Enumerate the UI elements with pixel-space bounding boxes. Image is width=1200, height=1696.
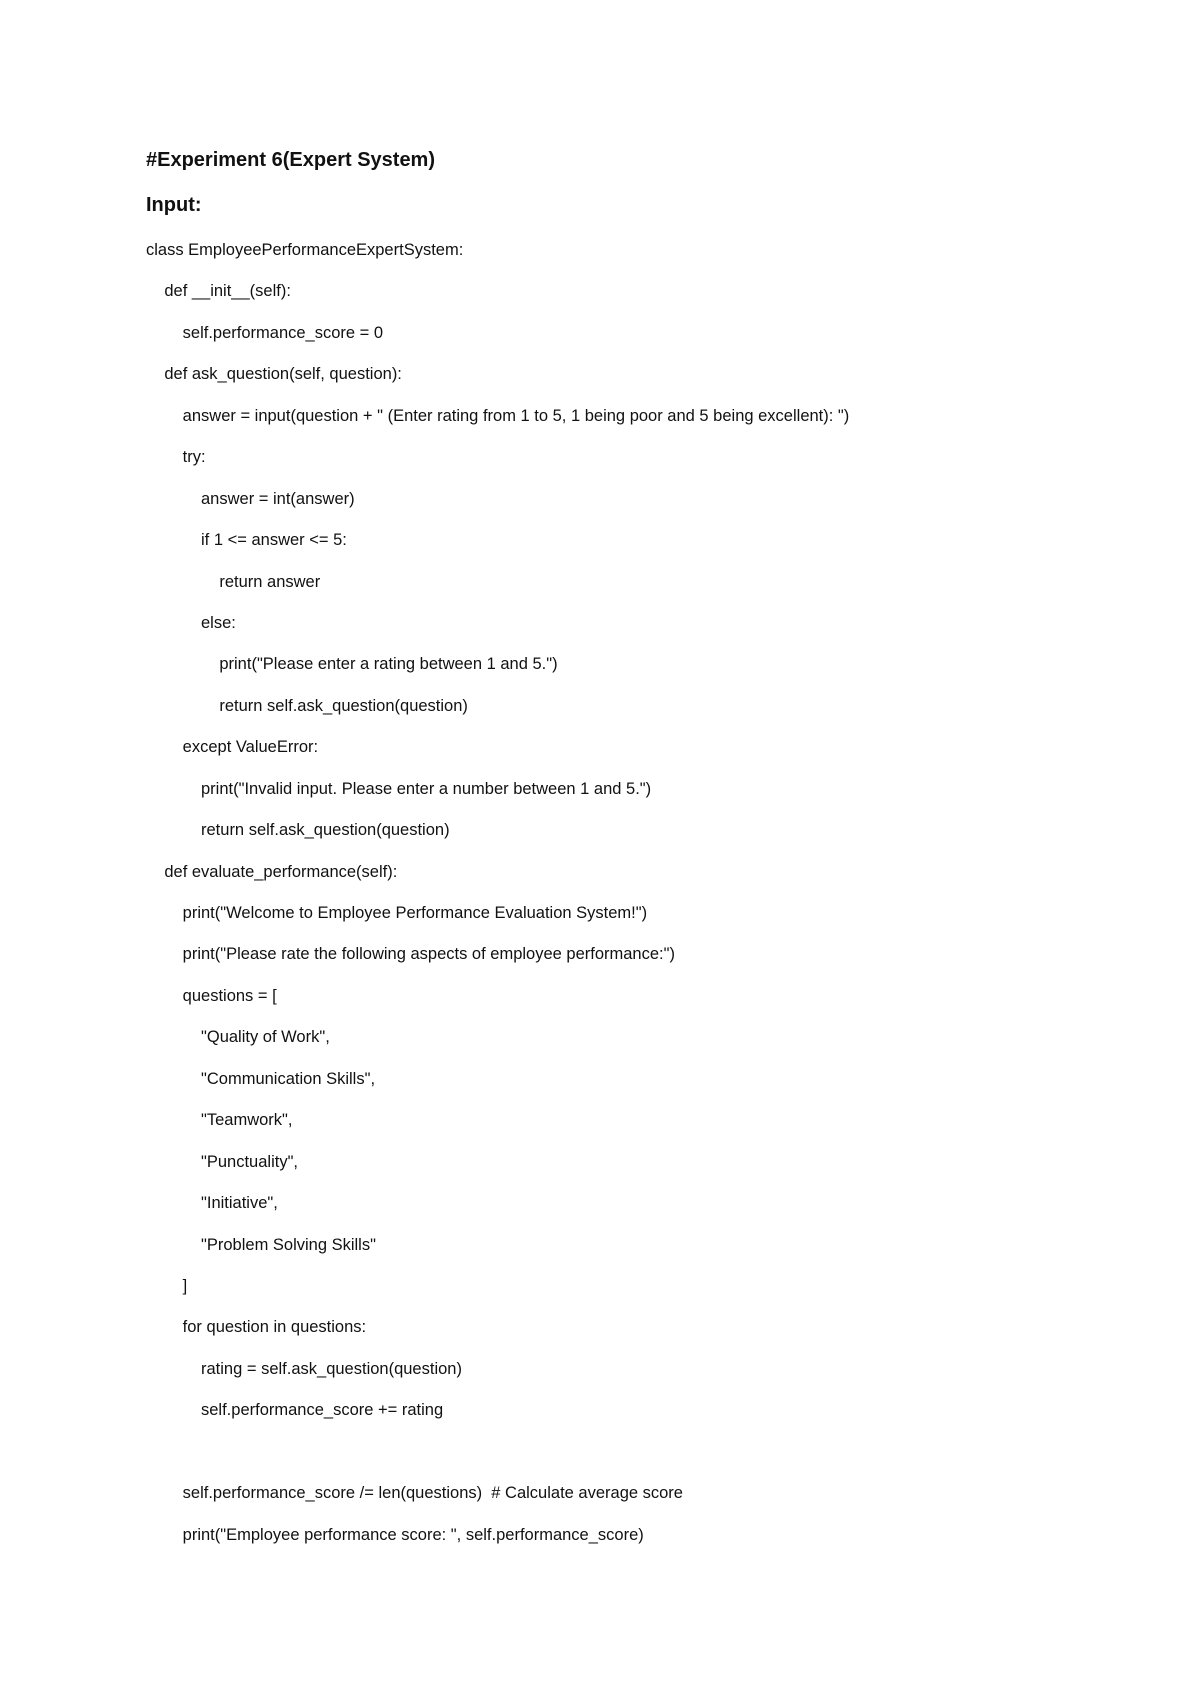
code-line: answer = int(answer) [146,489,355,508]
code-line: self.performance_score /= len(questions) # Calculate average score [146,1484,683,1503]
code-line: questions = [ [146,986,277,1005]
code-line: else: [146,613,236,632]
code-line: "Communication Skills", [146,1069,376,1088]
code-line: print("Employee performance score: ", self.performance_score) [146,1525,644,1544]
code-line: except ValueError: [146,738,319,757]
code-line: for question in questions: [146,1318,367,1337]
document-title: #Experiment 6(Expert System) [146,149,436,171]
code-line: def ask_question(self, question): [146,365,402,384]
code-line: return answer [146,572,321,591]
code-line: self.performance_score = 0 [146,323,384,342]
code-line: "Initiative", [146,1194,278,1213]
section-label: Input: [146,194,202,216]
code-line: self.performance_score += rating [146,1401,444,1420]
code-line: "Problem Solving Skills" [146,1235,376,1254]
code-listing [146,238,849,1564]
code-line: "Quality of Work", [146,1028,330,1047]
code-line: def __init__(self): [146,282,291,301]
code-line: "Punctuality", [146,1152,299,1171]
code-line: print("Please rate the following aspects of employee performance:") [146,945,675,964]
code-line: answer = input(question + " (Enter rating from 1 to 5, 1 being poor and 5 being excellent): ") [146,406,850,425]
code-line: class EmployeePerformanceExpertSystem: [146,241,464,259]
code-line: return self.ask_question(question) [146,696,468,715]
code-line: rating = self.ask_question(question) [146,1359,462,1378]
code-line: print("Welcome to Employee Performance Evaluation System!") [146,904,648,922]
code-line: def evaluate_performance(self): [146,862,398,881]
code-line: ] [146,1276,188,1295]
code-line [146,1440,849,1481]
code-line: "Teamwork", [146,1111,293,1130]
code-line: return self.ask_question(question) [146,821,450,840]
code-line: if 1 <= answer <= 5: [146,531,347,550]
code-line: print("Invalid input. Please enter a number between 1 and 5.") [146,779,652,798]
code-line: print("Please enter a rating between 1 and 5.") [146,655,558,674]
code-line: try: [146,448,206,467]
